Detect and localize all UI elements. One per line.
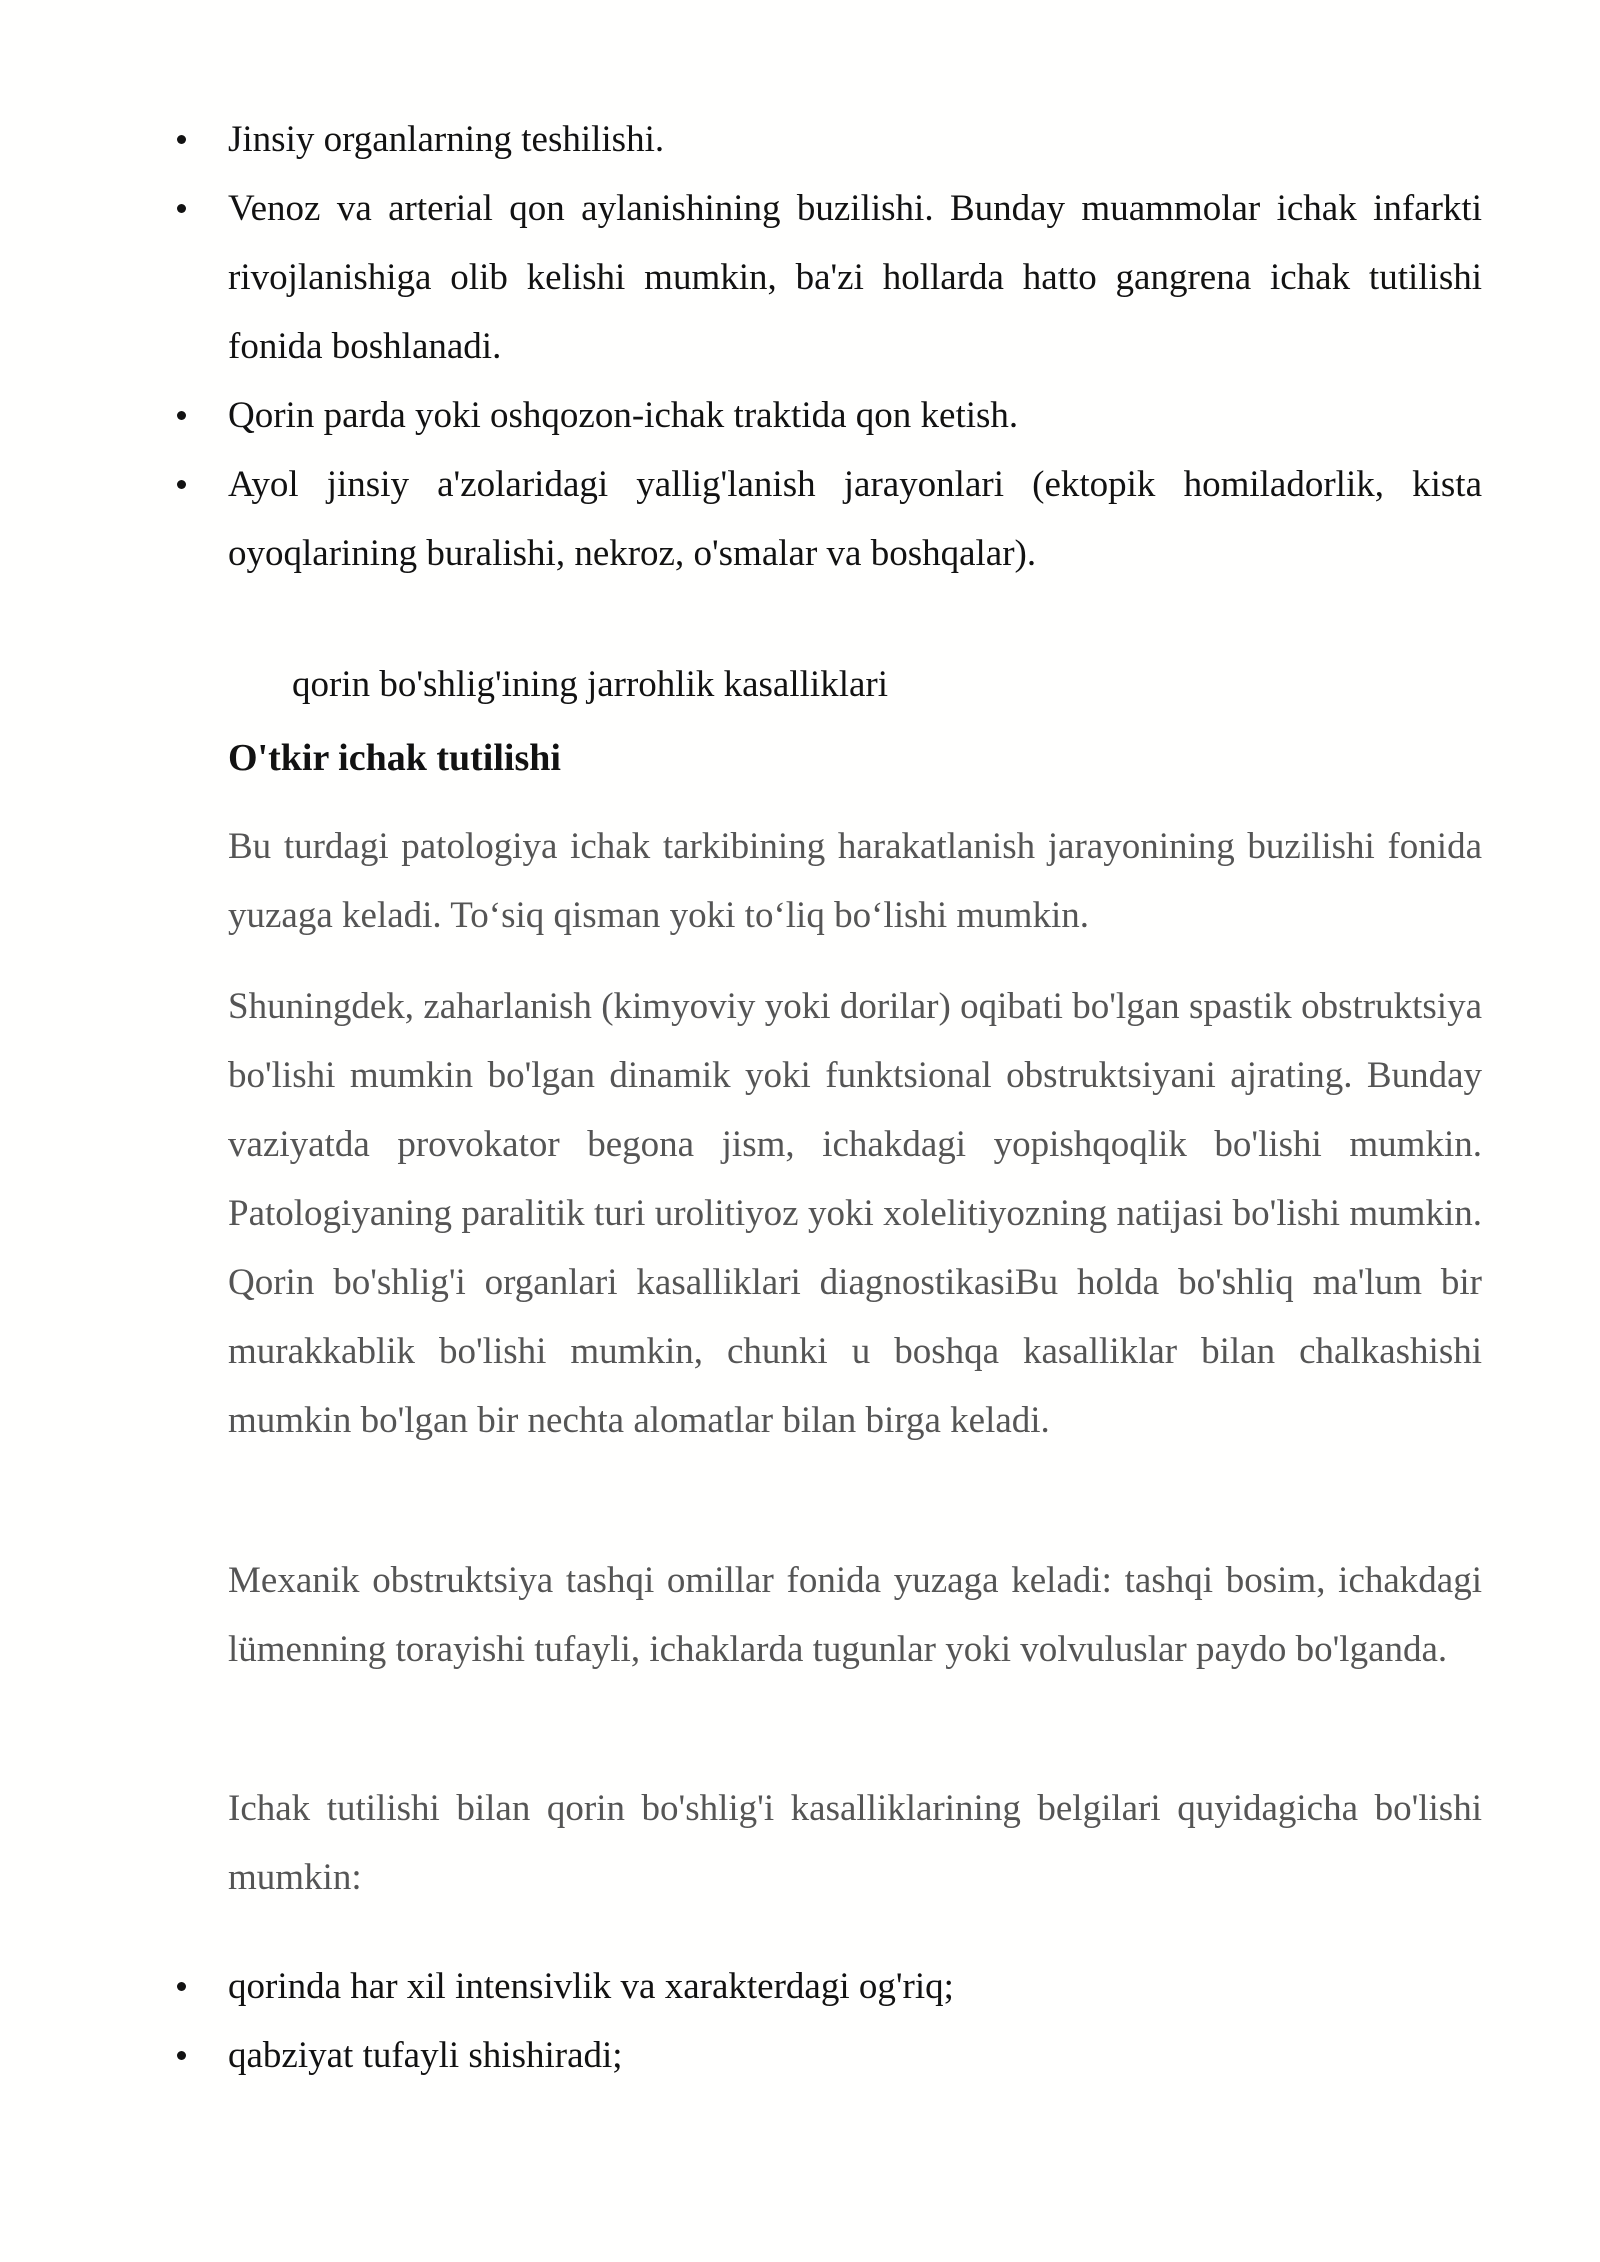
bullet-icon	[177, 1982, 186, 1991]
bullet-icon	[177, 480, 186, 489]
paragraph: Ichak tutilishi bilan qorin bo'shlig'i kasalliklarining belgilari quyidagicha bo'lishi mumkin:	[228, 1788, 1482, 1898]
paragraph: Shuningdek, zaharlanish (kimyoviy yoki dorilar) oqibati bo'lgan spastik obstruktsiya bo'lishi mumkin bo'lgan dinamik yoki funktsional obstruktsiyani ajrating. Bunday vaziyatda provokator begona jism, ichakdagi yopishqoqlik bo'lishi mumkin. Patologiyaning paralitik turi urolitiyoz yoki xolelitiyozning natijasi bo'lishi mumkin. Qorin bo'shlig'i organlari kasalliklari diagnostikasiBu holda bo'shliq ma'lum bir murakkablik bo'lishi mumkin, chunki u boshqa kasalliklar bilan chalkashishi mumkin bo'lgan bir nechta alomatlar bilan birga keladi.	[228, 986, 1482, 1441]
list-item	[0, 105, 1600, 174]
paragraph: Bu turdagi patologiya ichak tarkibining harakatlanish jarayonining buzilishi fonida yuzaga keladi. To‘siq qisman yoki to‘liq bo‘lishi mumkin.	[228, 826, 1482, 936]
list-item-text: qorinda har xil intensivlik va xarakterdagi og'riq;	[228, 1966, 954, 2007]
list-item-text: Ayol jinsiy a'zolaridagi yallig'lanish jarayonlari (ektopik homiladorlik, kista oyoqlarining buralishi, nekroz, o'smalar va boshqalar).	[228, 464, 1482, 574]
top-bullet-list	[0, 105, 1600, 588]
bullet-icon	[177, 411, 186, 420]
bullet-icon	[177, 204, 186, 213]
paragraph: Mexanik obstruktsiya tashqi omillar fonida yuzaga keladi: tashqi bosim, ichakdagi lümenning torayishi tufayli, ichaklarda tugunlar yoki volvuluslar paydo bo'lganda.	[228, 1560, 1482, 1670]
section-heading: O'tkir ichak tutilishi	[228, 737, 561, 779]
bullet-icon	[177, 135, 186, 144]
list-item	[0, 2021, 1600, 2090]
list-item	[0, 174, 1600, 381]
list-item	[0, 1952, 1600, 2021]
list-item-text: Jinsiy organlarning teshilishi.	[228, 119, 665, 160]
list-item-text: qabziyat tufayli shishiradi;	[228, 2035, 623, 2076]
list-item-text: Qorin parda yoki oshqozon-ichak traktida qon ketish.	[228, 395, 1019, 436]
list-item	[0, 381, 1600, 450]
section-label: qorin bo'shlig'ining jarrohlik kasalliklari	[292, 664, 888, 705]
bullet-icon	[177, 2051, 186, 2060]
bottom-bullet-list	[0, 1952, 1600, 2090]
list-item-text: Venoz va arterial qon aylanishining buzilishi. Bunday muammolar ichak infarkti rivojlanishiga olib kelishi mumkin, ba'zi hollarda hatto gangrena ichak tutilishi fonida boshlanadi.	[228, 188, 1482, 367]
list-item	[0, 450, 1600, 588]
